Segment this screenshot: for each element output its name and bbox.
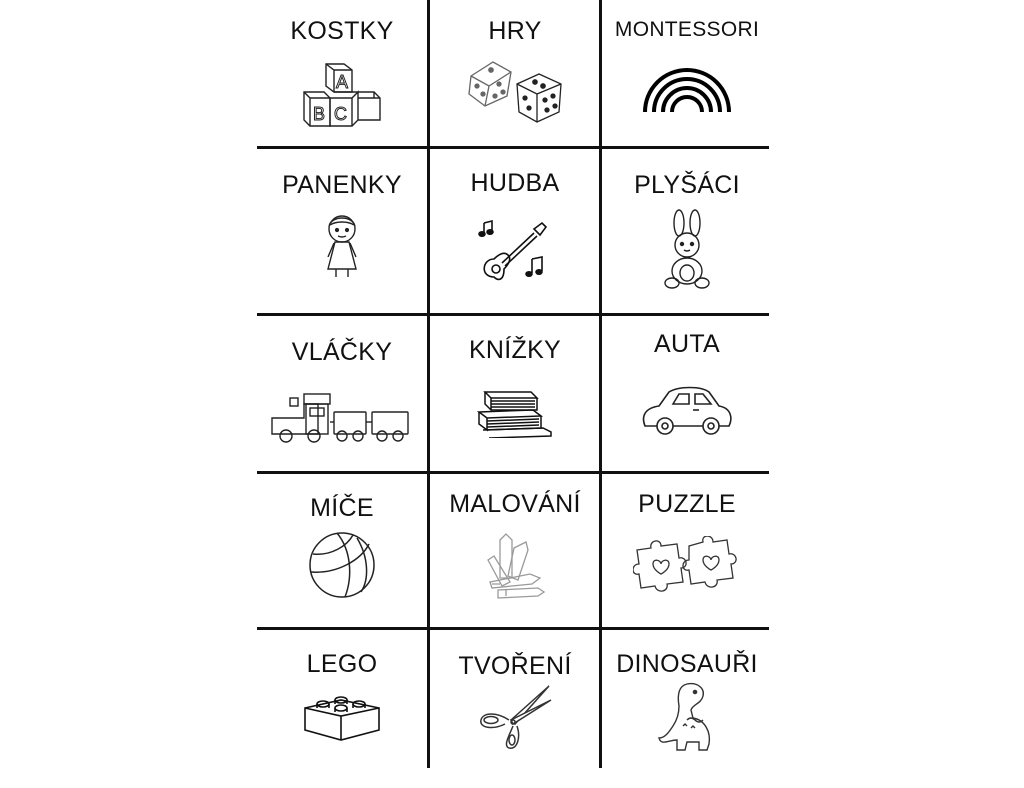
crayons-icon (480, 530, 550, 602)
dice-icon (465, 56, 565, 124)
category-label: HUDBA (470, 169, 560, 197)
category-cell-auta (602, 316, 772, 474)
category-cell-lego (257, 630, 427, 788)
category-label: MONTESSORI (614, 18, 760, 41)
ball-icon (307, 530, 377, 600)
category-cell-knizky (430, 316, 600, 474)
category-cell-hudba (430, 149, 600, 307)
block-letter: A (336, 72, 349, 92)
category-label: MALOVÁNÍ (449, 490, 581, 518)
block-letter: B (313, 104, 326, 124)
lego-brick-icon (301, 688, 383, 744)
category-label: LEGO (306, 650, 378, 678)
bunny-plush-icon (660, 209, 714, 291)
category-label: MÍČE (310, 494, 374, 522)
category-label: KNÍŽKY (468, 336, 562, 364)
category-label: TVOŘENÍ (458, 652, 572, 680)
block-letter: C (334, 104, 347, 124)
category-cell-mice (257, 474, 427, 632)
car-icon (639, 386, 735, 438)
scissors-icon (475, 682, 555, 752)
category-cell-vlacky (257, 316, 427, 474)
rainbow-icon (641, 66, 733, 114)
category-label: DINOSAUŘI (616, 650, 758, 678)
category-label: HRY (488, 17, 542, 45)
category-cell-tvoreni (430, 630, 600, 788)
guitar-icon (476, 215, 554, 287)
train-icon (268, 392, 416, 444)
abc-blocks-icon (300, 60, 384, 130)
category-cell-panenky (257, 149, 427, 307)
category-label: PANENKY (282, 171, 402, 199)
category-label: VLÁČKY (291, 338, 393, 366)
category-cell-puzzle (602, 474, 772, 632)
category-label: AUTA (653, 330, 721, 358)
puzzle-icon (633, 536, 741, 592)
books-icon (475, 388, 555, 438)
category-cell-montessori (602, 0, 772, 158)
category-label: PLYŠÁCI (634, 171, 740, 199)
category-cell-dinosauri (602, 630, 772, 788)
category-label: KOSTKY (290, 17, 394, 45)
dinosaur-icon (657, 680, 717, 752)
category-label: PUZZLE (638, 490, 736, 518)
doll-icon (316, 209, 368, 281)
category-cell-plysaci (602, 149, 772, 307)
category-cell-malovani (430, 474, 600, 632)
category-cell-kostky (257, 0, 427, 158)
category-grid (257, 0, 769, 768)
category-cell-hry (430, 0, 600, 158)
